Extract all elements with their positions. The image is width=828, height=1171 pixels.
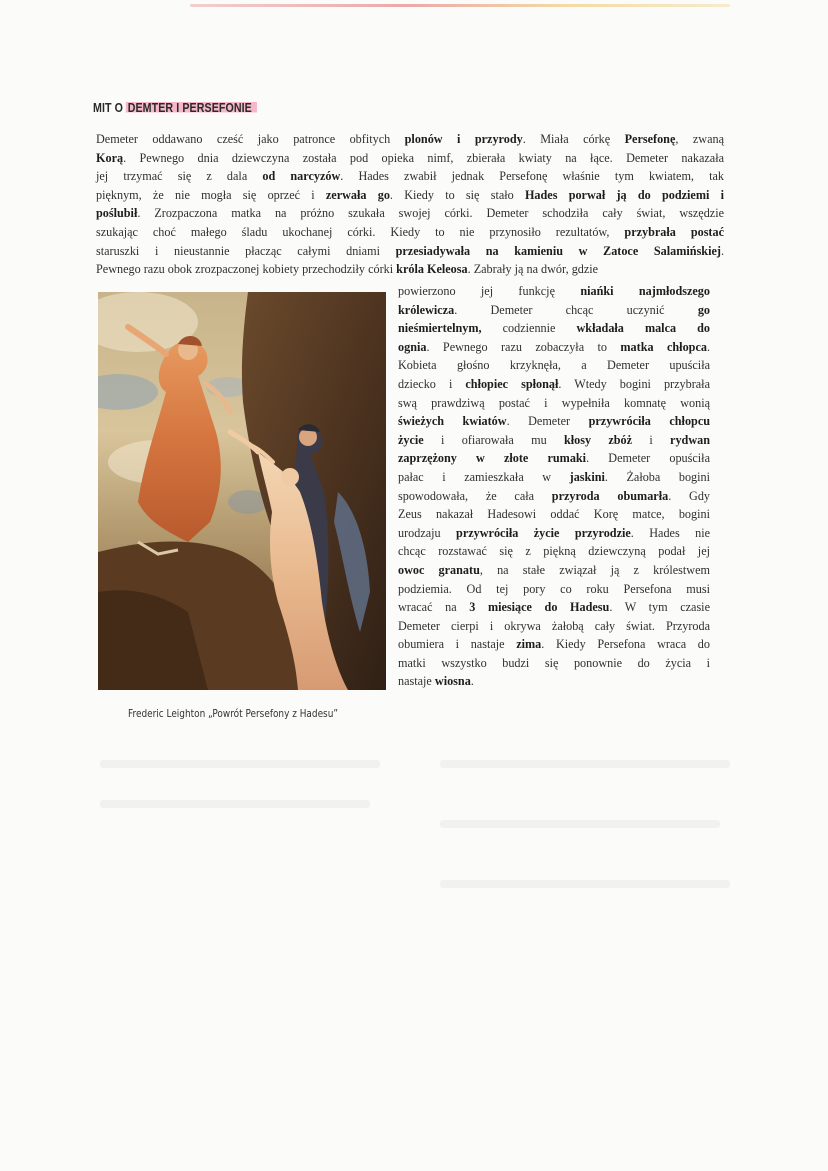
bold-phrase: nieśmiertelnym, (398, 321, 482, 336)
text-line (96, 204, 724, 223)
text-run: . Demeter opuściła (586, 451, 710, 466)
text-line (398, 524, 710, 543)
text-run: . (470, 674, 474, 689)
text-line (398, 375, 710, 394)
bold-phrase: poślubił (96, 206, 138, 221)
text-line (398, 394, 710, 413)
text-run: spowodowała, że cała (398, 488, 552, 503)
bold-phrase: matka chłopca (620, 339, 707, 354)
bold-phrase: plonów i przyrody (404, 132, 523, 146)
bold-phrase: przywróciła życie przyrodzie (456, 525, 631, 540)
bold-phrase: kłosy zbóż (563, 432, 633, 447)
show-through-line (100, 760, 380, 768)
text-line (96, 223, 724, 242)
bold-phrase: przesiadywała na kamieniu w Zatoce Salamińskiej (395, 243, 721, 258)
text-line (398, 282, 710, 301)
text-line (398, 319, 710, 338)
text-line (398, 598, 710, 617)
text-line (398, 431, 710, 450)
text-line (96, 149, 724, 168)
text-line (398, 617, 710, 636)
text-line (96, 242, 724, 261)
bold-phrase: 3 miesiące do Hadesu (469, 600, 610, 615)
bold-phrase: Korą (96, 150, 124, 165)
bold-phrase: króla Keleosa (396, 262, 468, 277)
side-paragraph (398, 282, 710, 691)
text-run: pałac i zamieszkała w (398, 469, 570, 484)
text-run: jej trzymać się z dala (96, 169, 263, 184)
page-top-color-strip (190, 4, 730, 7)
bold-phrase: chłopiec spłonął (465, 376, 559, 391)
text-run: . Zrozpaczona matka na próżno szukała swojej córki. Demeter schodziła cały świat, wszędzie (137, 206, 724, 221)
bold-phrase: przyroda obumarła (551, 488, 669, 503)
text-run: . Kiedy Persefona wraca do (541, 637, 710, 652)
text-line (398, 505, 710, 524)
text-run: codziennie (481, 321, 577, 336)
bold-phrase: rydwan (670, 432, 710, 447)
text-run: . Kiedy to się stało (389, 187, 525, 202)
text-run: staruszki i nieustannie płacząc całymi dniami (96, 243, 396, 258)
text-line (398, 487, 710, 506)
show-through-line (440, 880, 730, 888)
text-run: powierzono jej funkcję (398, 284, 581, 298)
text-run: . Demeter (506, 414, 589, 429)
text-line (398, 356, 710, 375)
text-run: urodzaju (398, 525, 457, 540)
painting-caption: Frederic Leighton „Powrót Persefony z Hadesu” (128, 708, 339, 720)
bold-phrase: owoc granatu (398, 562, 480, 577)
painting-image (98, 292, 386, 690)
text-run: i (632, 432, 671, 447)
text-line (398, 542, 710, 561)
text-line (398, 672, 710, 691)
text-run: swą prawdziwą postać i wypełniła komnatę wonią (398, 395, 710, 410)
text-run: . Hades nie (630, 525, 710, 540)
text-run: chcąc rozstawać się z piękną dziewczyną podał jej (398, 544, 710, 559)
text-run: matki wszystko budzi się ponownie do życia i (398, 655, 710, 670)
text-line (398, 301, 710, 320)
bold-phrase: świeżych kwiatów (398, 414, 507, 429)
bold-phrase: Hades porwał ją do podziemi i (524, 187, 724, 202)
bold-phrase: życie (398, 432, 424, 447)
text-run: i ofiarowała mu (423, 432, 564, 447)
text-line (398, 338, 710, 357)
bold-phrase: niańki najmłodszego (580, 284, 710, 298)
text-run: Kobieta głośno krzyknęła, a Demeter upuściła (398, 358, 710, 373)
text-run: . (720, 243, 724, 258)
show-through-line (440, 820, 720, 828)
text-run: Demeter oddawano cześć jako patronce obfitych (96, 132, 405, 146)
bold-phrase: ognia (398, 339, 427, 354)
text-run: . Zabrały ją na dwór, gdzie (467, 262, 599, 277)
text-run: , na stałe związał ją z królestwem (479, 562, 710, 577)
painting-illustration (98, 292, 386, 690)
text-run: dziecko i (398, 376, 466, 391)
text-line (398, 561, 710, 580)
text-line (398, 654, 710, 673)
bold-phrase: jaskini (569, 469, 605, 484)
text-run: pięknym, że nie mogła się oprzeć i (96, 187, 326, 202)
text-run: . Gdy (668, 488, 711, 503)
text-run: . Hades zwabił jednak Persefonę właśnie tym kwiatem, tak (340, 169, 724, 184)
text-run: nastaje (398, 674, 435, 689)
title-highlighted: DEMTER I PERSEFONIE (126, 100, 257, 115)
bold-phrase: zerwała go (325, 187, 390, 202)
text-line (96, 260, 724, 279)
text-run: . W tym czasie (609, 600, 710, 615)
text-run: . Pewnego dnia dziewczyna została pod opieka nimf, zbierała kwiaty na łące. Demeter nakazała (123, 150, 724, 165)
bold-phrase: wiosna (434, 674, 471, 689)
bold-phrase: Persefonę (624, 132, 676, 146)
text-run: . Wtedy bogini przybrała (558, 376, 710, 391)
text-run: . (706, 339, 710, 354)
bold-phrase: przywróciła chłopcu (588, 414, 711, 429)
text-line (398, 635, 710, 654)
text-run: . Demeter chcąc uczynić (454, 302, 698, 317)
intro-paragraph (96, 130, 724, 279)
bold-phrase: go (697, 302, 710, 317)
bold-phrase: wkładała malca do (576, 321, 710, 336)
page-title (93, 100, 257, 115)
bold-phrase: królewicza (398, 302, 455, 317)
text-line (398, 580, 710, 599)
text-run: , zwaną (675, 132, 724, 146)
text-run: szukając choć małego śladu ukochanej córki. Kiedy to nie przynosiło rezultatów, (96, 224, 625, 239)
bold-phrase: od narcyzów (262, 169, 341, 184)
text-run: obumiera i nastaje (398, 637, 517, 652)
show-through-line (440, 760, 730, 768)
text-line (96, 130, 724, 149)
text-line (96, 186, 724, 205)
text-run: Zeus nakazał Hadesowi oddać Korę matce, bogini (398, 507, 710, 522)
text-run: Pewnego razu obok zrozpaczonej kobiety przechodziły córki (96, 262, 397, 277)
text-run: wracać na (398, 600, 470, 615)
text-line (398, 449, 710, 468)
text-run: podziemia. Od tej pory co roku Persefona musi (398, 581, 710, 596)
text-line (398, 468, 710, 487)
text-run: . Żałoba bogini (604, 469, 710, 484)
title-prefix: MIT O (93, 100, 127, 115)
show-through-line (100, 800, 370, 808)
text-run: . Miała córkę (522, 132, 625, 146)
text-run: Demeter cierpi i okrywa żałobą cały świat. Przyroda (398, 618, 710, 633)
text-run: . Pewnego razu zobaczyła to (426, 339, 621, 354)
text-line (398, 412, 710, 431)
text-line (96, 167, 724, 186)
bold-phrase: przybrała postać (624, 224, 724, 239)
bold-phrase: zaprzężony w złote rumaki (398, 451, 587, 466)
bold-phrase: zima (516, 637, 542, 652)
